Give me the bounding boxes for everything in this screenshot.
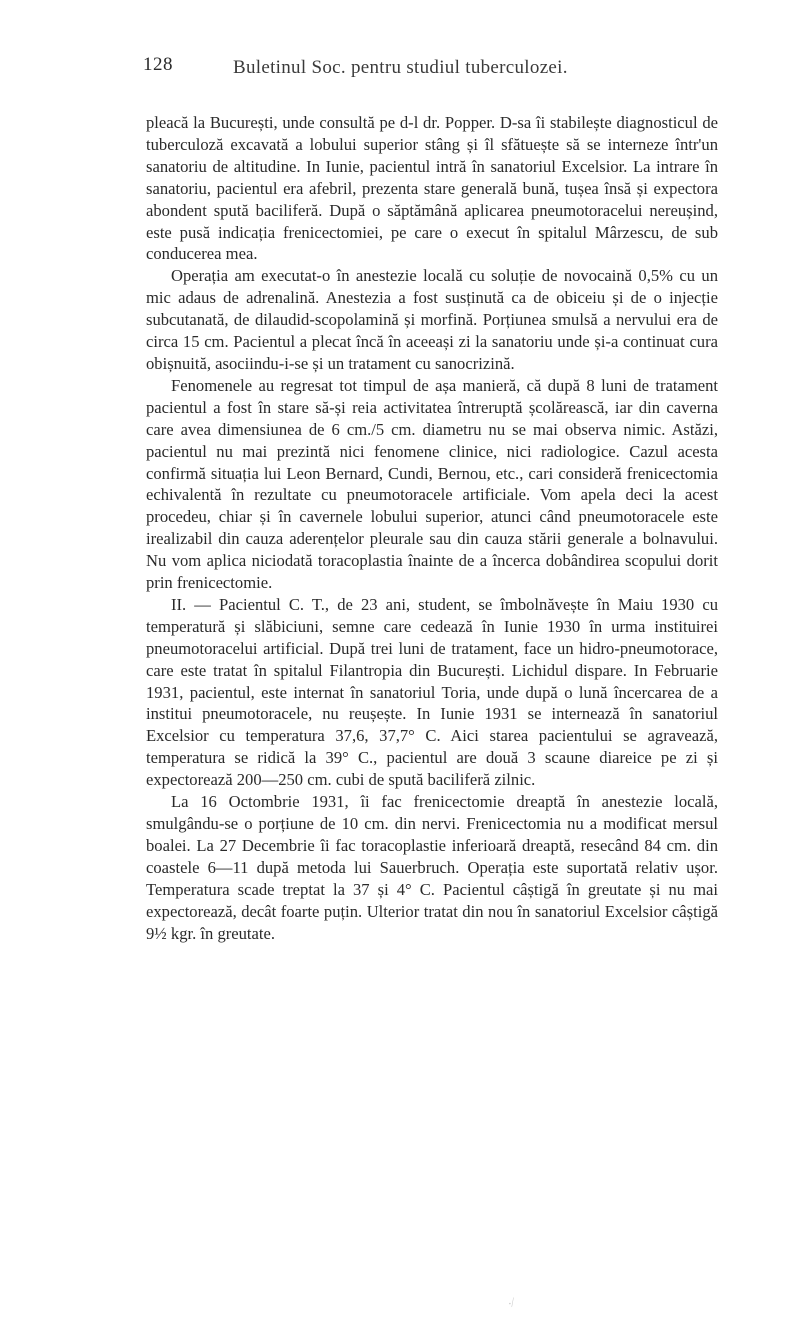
paragraph-3: Fenomenele au regresat tot timpul de așa manieră, că după 8 luni de tratament pacientul a fost în stare să-și reia activitatea întreruptă școlărească, iar din caverna care avea dimensiunea de 6 cm./5 cm. diametru nu se mai observa nimic. Astăzi, pacientul nu mai prezintă nici fenomene clinice, nici radiologice. Cazul acesta confirmă situația lui Leon Bernard, Cundi, Bernou, etc., cari consideră frenicectomia echivalentă în rezultate cu pneumotoracele artificiale. Vom apela deci la acest procedeu, chiar și în cavernele lobului superior, atunci când pneumotoracele este irealizabil din cauza aderențelor pleurale sau din cauza stării generale a bolnavului. Nu vom aplica niciodată toracoplastia înainte de a încerca dobândirea scopului dorit prin frenicectomie. — [146, 375, 718, 593]
paragraph-5: La 16 Octombrie 1931, îi fac frenicectomie dreaptă în anestezie locală, smulgându-se o porțiune de 10 cm. din nervi. Frenicectomia nu a modificat mersul boalei. La 27 Decembrie îi fac toracoplastie inferioară dreaptă, resecând 84 cm. din coastele 6—11 după metoda lui Sauerbruch. Operația este suportată relativ ușor. Temperatura scade treptat la 37 și 4° C. Pacientul câștigă în greutate și nu mai expectorează, decât foarte puțin. Ulterior tratat din nou în sanatoriul Excelsior câștigă 9½ kgr. în greutate. — [146, 792, 718, 943]
paragraph-1: pleacă la București, unde consultă pe d-l dr. Popper. D-sa îi stabilește diagnosticul de tuberculoză excavată a lobului superior stâng și îl sfătuește să se interneze într'un sanatoriu de altitudine. In Iunie, pacientul intră în sanatoriul Excelsior. La intrare în sanatoriu, pacientul era afebril, prezenta stare generală bună, tușea însă și expectora abondent spută baciliferă. După o săptămână aplicarea pneumotoracelui nereușind, este pusă indicația frenicectomiei, pe care o execut în spitalul Mârzescu, de sub conducerea mea. — [146, 113, 718, 264]
page-header — [145, 54, 755, 94]
page-number: 128 — [143, 54, 173, 75]
stray-mark: ·∕ — [505, 1295, 517, 1311]
body-text — [146, 112, 718, 944]
paragraph-2: Operația am executat-o în anestezie locală cu soluție de novocaină 0,5% cu un mic adaus de adrenalină. Anestezia a fost susținută ca de obiceiu și de o injecție subcutanată, de dilaudid-scopolamină și morfină. Porțiunea smulsă a nervului era de circa 15 cm. Pacientul a plecat încă în aceeași zi la sanatoriu unde și-a continuat cura obișnuită, asociindu-i-se și un tratament cu sanocrizină. — [146, 266, 718, 373]
running-title: Buletinul Soc. pentru studiul tuberculozei. — [233, 57, 568, 78]
paragraph-4: II. — Pacientul C. T., de 23 ani, student, se îmbolnăvește în Maiu 1930 cu temperatură și slăbiciuni, semne care cedează în Iunie 1930 în urma instituirei pneumotoracelui artificial. După trei luni de tratament, face un hidro-pneumotorace, care este tratat în spitalul Filantropia din București. Lichidul dispare. In Februarie 1931, pacientul, este internat în sanatoriul Toria, unde după o lună încercarea de a institui pneumotoracele, nu reușește. In Iunie 1931 se internează în sanatoriul Excelsior cu temperatura 37,6, 37,7° C. Aici starea pacientului se agravează, temperatura se ridică la 39° C., pacientul are două 3 scaune diareice pe zi și expectorează 200—250 cm. cubi de spută baciliferă zilnic. — [146, 594, 718, 790]
